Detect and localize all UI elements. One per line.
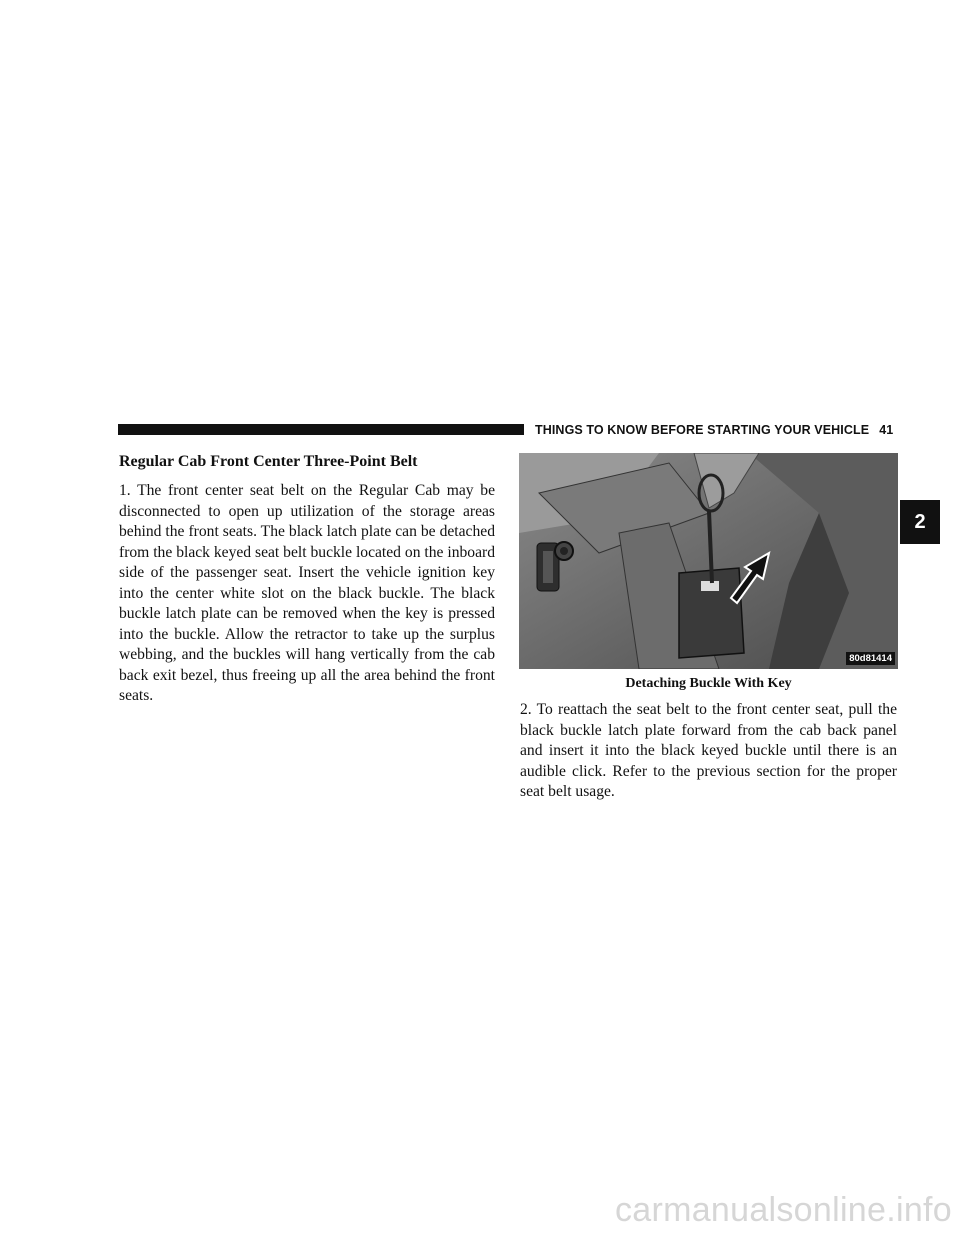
header-title: THINGS TO KNOW BEFORE STARTING YOUR VEHICLE xyxy=(535,423,870,437)
figure-caption: Detaching Buckle With Key xyxy=(625,676,792,691)
section-heading: Regular Cab Front Center Three-Point Belt xyxy=(119,453,418,470)
figure-code: 80d81414 xyxy=(846,652,895,665)
paragraph-step-2: 2. To reattach the seat belt to the front center seat, pull the black buckle latch plate forward from the cab back panel and insert it into the black keyed buckle until there is an audible click. Refer to the previous section for the proper seat belt usage. xyxy=(520,701,897,800)
paragraph-step-1: 1. The front center seat belt on the Regular Cab may be disconnected to open up utilization of the storage areas behind the front seats. The black latch plate can be detached from the black keyed seat belt buckle located on the inboard side of the passenger seat. Insert the vehicle ignition key into the center white slot on the black buckle. The black buckle latch plate can be removed when the key is pressed into the buckle. Allow the retractor to take up the surplus webbing, and the buckles will hang vertically from the cab back exit bezel, thus freeing up all the area behind the front seats. xyxy=(119,482,495,704)
running-header xyxy=(535,421,893,439)
buckle-illustration xyxy=(519,453,898,669)
chapter-tab: 2 xyxy=(900,500,940,544)
watermark: carmanualsonline.info xyxy=(614,1191,952,1229)
header-rule xyxy=(118,424,524,435)
page-number: 41 xyxy=(879,423,894,437)
figure-detaching-buckle xyxy=(519,453,898,669)
